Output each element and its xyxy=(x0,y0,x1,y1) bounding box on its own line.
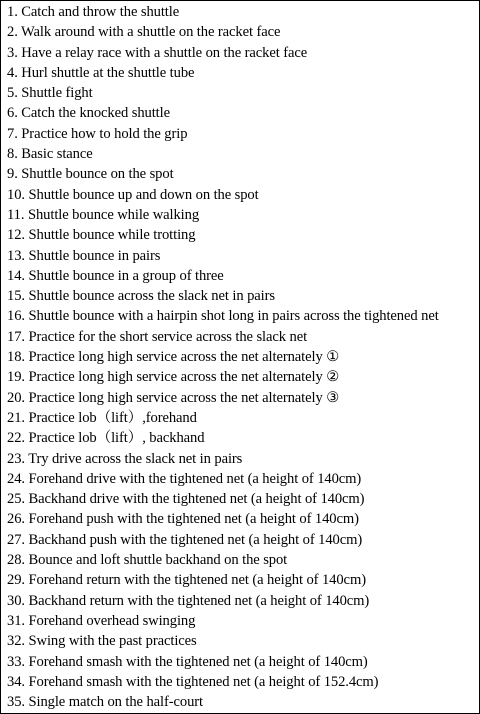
list-item: 26. Forehand push with the tightened net (a height of 140cm) xyxy=(7,511,359,528)
list-item: 28. Bounce and loft shuttle backhand on the spot xyxy=(7,552,288,569)
list-item: 16. Shuttle bounce with a hairpin shot long in pairs across the tightened net xyxy=(7,308,439,325)
list-item: 13. Shuttle bounce in pairs xyxy=(7,247,161,264)
list-item: 14. Shuttle bounce in a group of three xyxy=(7,267,224,284)
list-item: 33. Forehand smash with the tightened net (a height of 140cm) xyxy=(7,653,368,670)
list-item: 20. Practice long high service across the net alternately ③ xyxy=(7,389,340,406)
list-item: 15. Shuttle bounce across the slack net in pairs xyxy=(7,288,275,305)
list-item: 18. Practice long high service across the net alternately ① xyxy=(7,349,340,366)
list-item: 35. Single match on the half-court xyxy=(7,694,203,711)
list-item: 27. Backhand push with the tightened net (a height of 140cm) xyxy=(7,531,363,548)
list-item: 4. Hurl shuttle at the shuttle tube xyxy=(7,64,195,81)
list-item: 22. Practice lob（lift）, backhand xyxy=(7,430,205,447)
list-item: 24. Forehand drive with the tightened net (a height of 140cm) xyxy=(7,470,362,487)
list-item: 8. Basic stance xyxy=(7,146,93,163)
list-item: 2. Walk around with a shuttle on the racket face xyxy=(7,24,281,41)
list-item: 19. Practice long high service across the net alternately ② xyxy=(7,369,340,386)
list-item: 7. Practice how to hold the grip xyxy=(7,125,188,142)
list-item: 17. Practice for the short service across the slack net xyxy=(7,328,308,345)
list-item: 32. Swing with the past practices xyxy=(7,633,197,650)
list-item: 5. Shuttle fight xyxy=(7,85,93,102)
list-item: 23. Try drive across the slack net in pairs xyxy=(7,450,243,467)
list-item: 29. Forehand return with the tightened net (a height of 140cm) xyxy=(7,572,366,589)
practice-list xyxy=(7,2,479,712)
list-item: 12. Shuttle bounce while trotting xyxy=(7,227,196,244)
list-item: 11. Shuttle bounce while walking xyxy=(7,206,200,223)
list-item: 3. Have a relay race with a shuttle on the racket face xyxy=(7,44,308,61)
list-item: 31. Forehand overhead swinging xyxy=(7,612,196,629)
list-item: 34. Forehand smash with the tightened net (a height of 152.4cm) xyxy=(7,673,379,690)
list-item: 10. Shuttle bounce up and down on the spot xyxy=(7,186,259,203)
list-item: 30. Backhand return with the tightened net (a height of 140cm) xyxy=(7,592,370,609)
list-item: 9. Shuttle bounce on the spot xyxy=(7,166,174,183)
list-item: 21. Practice lob（lift）,forehand xyxy=(7,409,197,426)
list-item: 25. Backhand drive with the tightened net (a height of 140cm) xyxy=(7,491,365,508)
list-item: 6. Catch the knocked shuttle xyxy=(7,105,170,122)
list-item: 1. Catch and throw the shuttle xyxy=(7,4,180,20)
